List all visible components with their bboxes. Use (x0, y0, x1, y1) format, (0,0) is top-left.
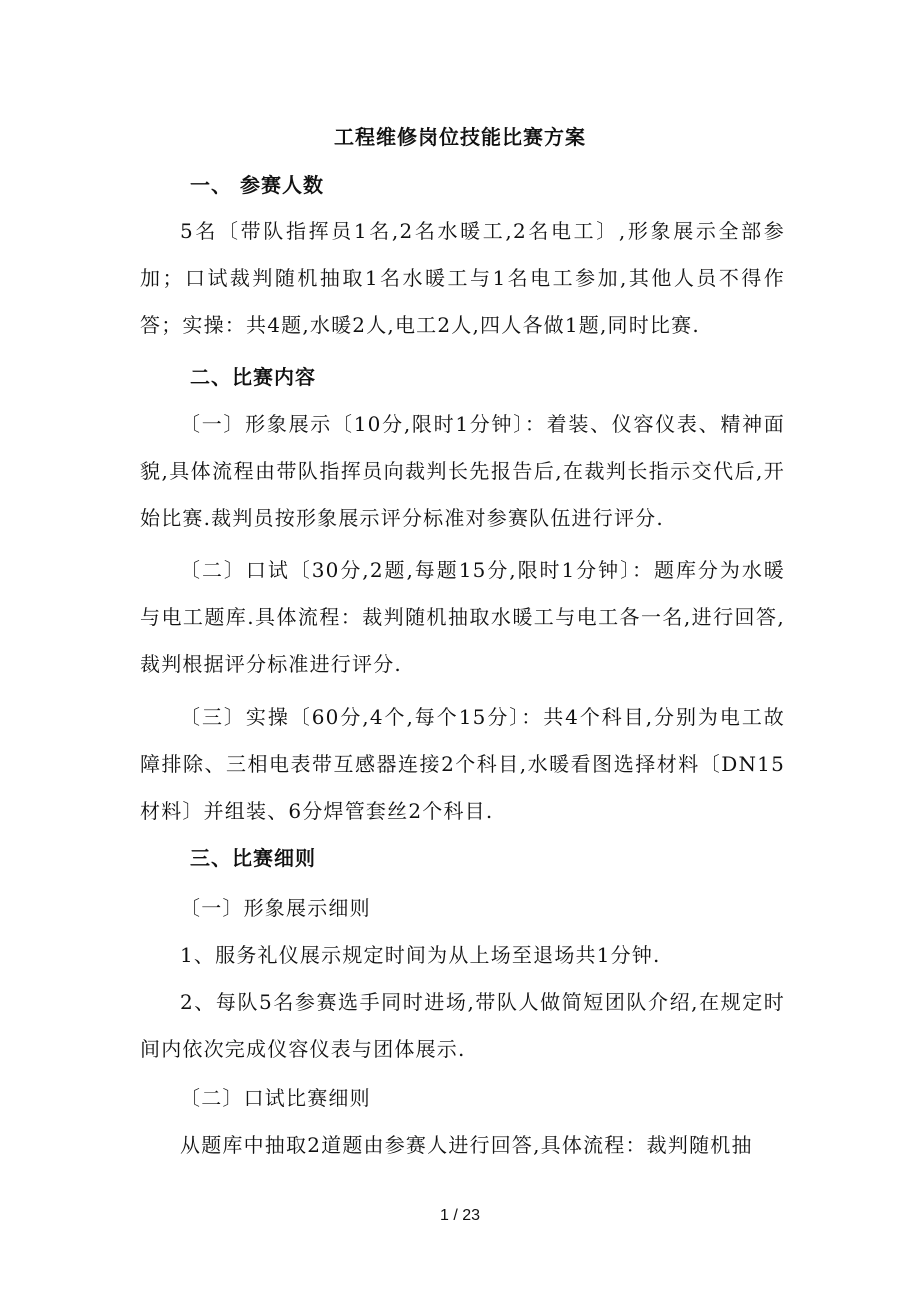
paragraph-practical: 〔三〕实操〔60分,4个,每个15分〕：共4个科目,分别为电工故障排除、三相电表带互感器连接2个科目,水暖看图选择材料〔DN15材料〕并组装、6分焊管套丝2个科目. (140, 705, 785, 823)
subheading-oral-rules: 〔二〕口试比赛细则 (180, 1086, 371, 1110)
section-heading-participants: 一、 参赛人数 (190, 173, 324, 197)
section-heading-rules: 三、比赛细则 (190, 846, 316, 870)
section-heading-content: 二、比赛内容 (190, 365, 316, 389)
subheading-image-rules: 〔一〕形象展示细则 (180, 896, 371, 920)
paragraph-oral-rules: 从题库中抽取2道题由参赛人进行回答,具体流程：裁判随机抽 (180, 1133, 753, 1157)
rule-item-2: 2、每队5名参赛选手同时进场,带队人做简短团队介绍,在规定时间内依次完成仪容仪表与团体展示. (140, 990, 785, 1061)
paragraph-image-display: 〔一〕形象展示〔10分,限时1分钟〕：着装、仪容仪表、精神面貌,具体流程由带队指挥员向裁判长先报告后,在裁判长指示交代后,开始比赛.裁判员按形象展示评分标准对参赛队伍进行评分. (140, 412, 785, 530)
paragraph-participants: 5名〔带队指挥员1名,2名水暖工,2名电工〕,形象展示全部参加；口试裁判随机抽取1名水暖工与1名电工参加,其他人员不得作答；实操：共4题,水暖2人,电工2人,四人各做1题,同时比赛. (140, 219, 785, 337)
rule-item-1: 1、服务礼仪展示规定时间为从上场至退场共1分钟. (180, 943, 661, 967)
document-title: 工程维修岗位技能比赛方案 (334, 125, 586, 149)
paragraph-oral-test: 〔二〕口试〔30分,2题,每题15分,限时1分钟〕：题库分为水暖与电工题库.具体流程：裁判随机抽取水暖工与电工各一名,进行回答,裁判根据评分标准进行评分. (140, 558, 785, 676)
page-number: 1 / 23 (439, 1207, 481, 1224)
